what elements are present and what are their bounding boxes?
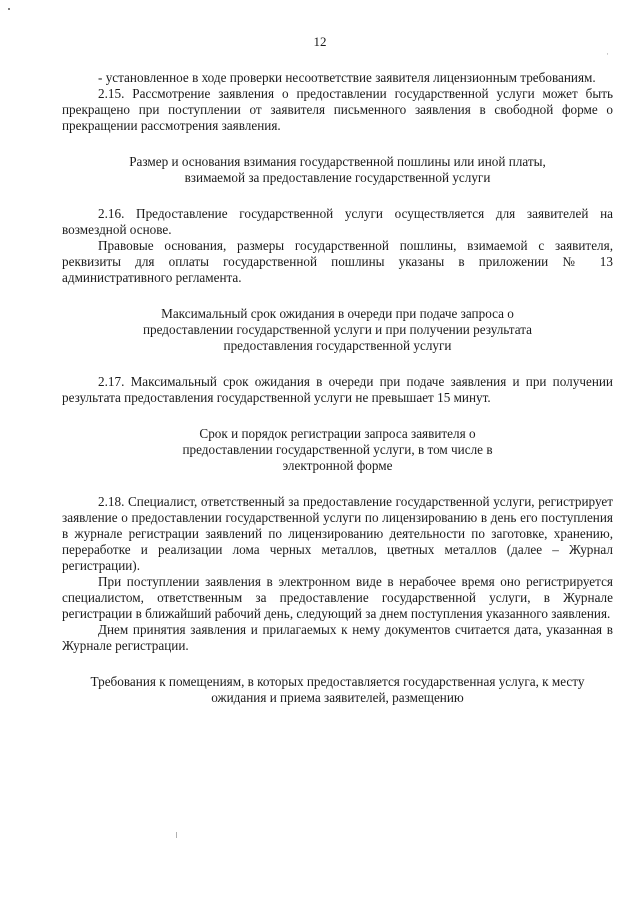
margin-tick: · xyxy=(606,49,609,59)
paragraph-2-17: 2.17. Максимальный срок ожидания в очереди при подаче заявления и при получении результата предоставления государственной услуги не превышает 15 минут. xyxy=(62,374,613,405)
page-number: 12 xyxy=(313,34,327,49)
section-heading-premises: Требования к помещениям, в которых предоставляется государственная услуга, к месту ожидания и приема заявителей, размещению xyxy=(90,674,585,705)
paragraph-acceptance-date: Днем принятия заявления и прилагаемых к нему документов считается дата, указанная в Журнале регистрации. xyxy=(62,622,613,653)
paragraph-2-15: 2.15. Рассмотрение заявления о предоставлении государственной услуги может быть прекращено при поступлении от заявителя письменного заявления в свободной форме о прекращении рассмотрения заявления. xyxy=(62,86,613,133)
paragraph-electronic-submission: При поступлении заявления в электронном виде в нерабочее время оно регистрируется специалистом, ответственным за предоставление государственной услуги, в Журнале регистрации в ближайший рабочий день, следующий за днем поступления указанного заявления. xyxy=(62,574,613,621)
scan-mark xyxy=(176,832,177,838)
section-heading-registration: Срок и порядок регистрации запроса заявителя о предоставлении государственной услуги, в том числе в электронной форме xyxy=(182,426,493,473)
paragraph-2-18: 2.18. Специалист, ответственный за предоставление государственной услуги, регистрирует заявление о предоставлении государственной услуги по лицензированию в день его поступления в журнале регистрации заявлений по лицензированию деятельности по заготовке, хранению, переработке и реализации лома черных металлов, цветных металлов (далее – Журнал регистрации). xyxy=(62,494,613,573)
paragraph-2-16: 2.16. Предоставление государственной услуги осуществляется для заявителей на возмездной основе. xyxy=(62,206,613,237)
scan-speck xyxy=(8,8,10,10)
section-heading-fee: Размер и основания взимания государственной пошлины или иной платы, взимаемой за предоставление государственной услуги xyxy=(129,154,546,185)
paragraph-legal-basis: Правовые основания, размеры государственной пошлины, взимаемой с заявителя, реквизиты для оплаты государственной пошлины указаны в приложении № 13 административного регламента. xyxy=(62,238,613,285)
paragraph-nonconformity: - установленное в ходе проверки несоответствие заявителя лицензионным требованиям. xyxy=(98,70,596,85)
document-body xyxy=(62,70,613,706)
section-heading-queue: Максимальный срок ожидания в очереди при подаче запроса о предоставлении государственной услуги и при получении результата предоставления государственной услуги xyxy=(142,306,533,353)
